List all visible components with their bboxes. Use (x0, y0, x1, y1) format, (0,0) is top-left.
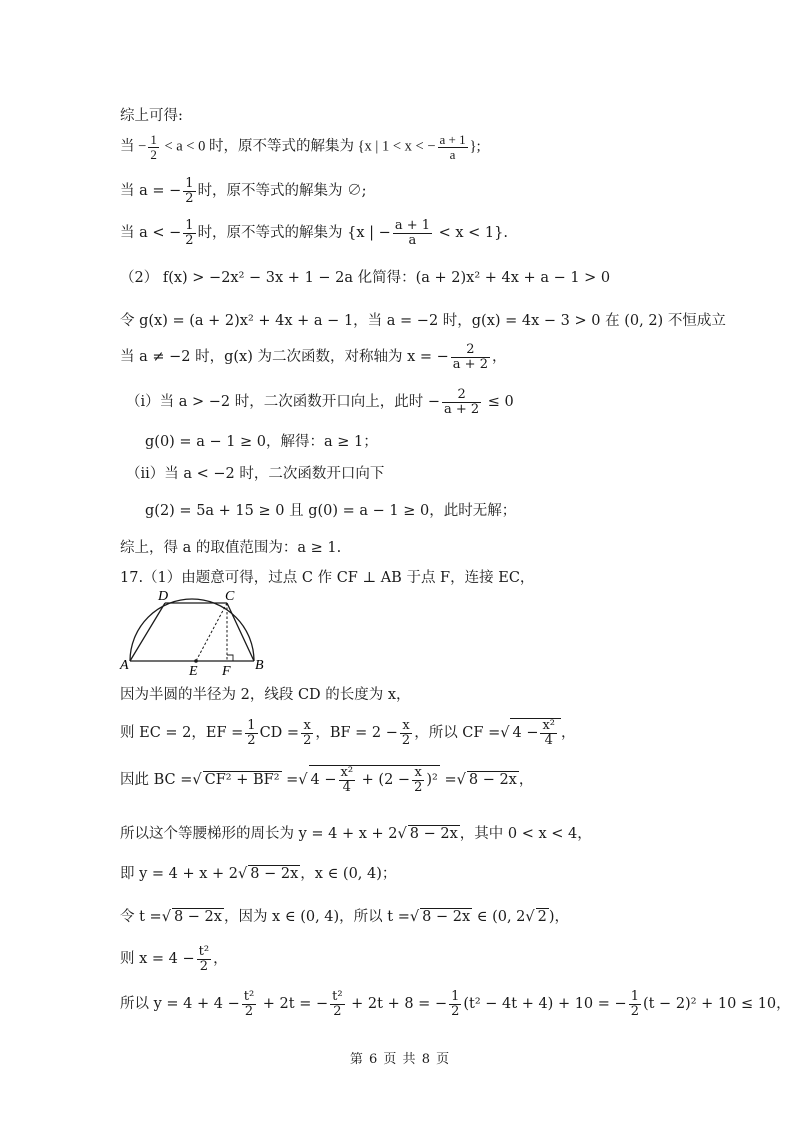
cf-prefix: ，所以 CF = (414, 725, 501, 742)
case3-middle: 时，原不等式的解集为 {x | − (197, 225, 391, 242)
cf-suffix: ， (561, 725, 576, 742)
x-prefix: 则 x = 4 − (120, 951, 195, 968)
sqrt-icon: √ (409, 909, 420, 925)
define-g: 令 g(x) = (a + 2)x² + 4x + a − 1，当 a = −2 时，g(x) = 4x − 3 > 0 在 (0, 2) 不恒成立 (120, 313, 726, 329)
case-line-3 (120, 219, 508, 247)
eq-1: = (281, 772, 299, 789)
fraction-1-over-2: $\frac{1}{2}$ (247, 718, 256, 748)
perimeter-domain (120, 862, 396, 883)
yq-part-d: (t² − 4t + 4) + 10 = − (463, 996, 627, 1013)
t-prefix: 令 t = (120, 909, 162, 925)
sqrt-icon: √ (397, 826, 407, 842)
bc-computation (120, 765, 533, 794)
eq-2: = (439, 772, 457, 789)
part2-simplify: （2） f(x) > −2x² − 3x + 1 − 2a 化简得：(a + 2)x² + 4x + a − 1 > 0 (120, 270, 611, 286)
fraction-2-over-a-plus-2: $\frac{2}{a + 2}$ (452, 342, 488, 372)
t-range-prefix: ∈ (0, 2 (472, 909, 526, 925)
label-c: C (225, 589, 235, 604)
subcase-i (126, 388, 514, 416)
bf-prefix: ，BF = 2 − (315, 725, 398, 742)
right-angle-mark (227, 655, 233, 661)
bc-suffix: ， (518, 772, 534, 789)
subcase-i-result: g(0) = a − 1 ≥ 0，解得：a ≥ 1； (145, 434, 378, 450)
case1-prefix: 当 − (120, 138, 147, 155)
case3-suffix: < x < 1}. (434, 225, 508, 242)
sqrt-icon: √ (192, 772, 202, 789)
yq-prefix: 所以 y = 4 + 4 − (120, 996, 240, 1013)
label-f: F (222, 664, 231, 675)
yq-part-c: + 2t + 8 = − (346, 996, 448, 1013)
yq-part-b: + 2t = − (258, 996, 329, 1013)
sqrt-radicand-expanded: 4 − $\frac{\text{x²}}{4}$ + (2 − $\frac{x}{2}$ )² (310, 765, 438, 795)
segment-ec-dashed (196, 603, 227, 661)
y-suffix: ，x ∈ (0, 4)； (300, 866, 397, 882)
ec-ef-bf-cf (120, 718, 576, 747)
bc-prefix: 因此 BC = (120, 772, 193, 789)
ef-prefix: 则 EC = 2，EF = (120, 725, 244, 742)
fraction-one-half: $\frac{1}{2}$ (150, 132, 157, 162)
fraction-a-plus-1-over-a: $\frac{a + 1}{a}$ (394, 218, 431, 248)
fraction-2-over-a-plus-2: $\frac{2}{a + 2}$ (444, 387, 480, 417)
t-range-suffix: )， (548, 909, 570, 925)
subcase-i-suffix: ≤ 0 (483, 394, 514, 411)
sqrt-icon: √ (500, 725, 510, 742)
problem-17-intro: 17.（1）由题意可得，过点 C 作 CF ⊥ AB 于点 F，连接 EC， (120, 570, 535, 586)
conclusion-heading: 综上可得: (120, 108, 183, 124)
sqrt-radicand-cf: 4 − $\frac{\text{x²}}{4}$ (510, 718, 561, 747)
subcase-i-prefix: （i）当 a > −2 时，二次函数开口向上，此时 − (126, 394, 440, 411)
semicircle-trapezoid-figure (118, 585, 268, 675)
fraction-one-half: $\frac{1}{2}$ (185, 176, 194, 206)
sqrt-radicand-8-2x: 8 − 2x (422, 909, 471, 925)
sqrt-radicand-8-2x: 8 − 2x (250, 866, 299, 882)
fraction-one-half: $\frac{1}{2}$ (185, 218, 194, 248)
segment-cb (227, 603, 254, 661)
sqrt-radicand-cf-bf: CF² + BF² (204, 772, 280, 789)
subcase-ii: （ii）当 a < −2 时，二次函数开口向下 (126, 466, 385, 482)
x-suffix: ， (213, 951, 228, 968)
case1-middle: < a < 0 时，原不等式的解集为 {x | 1 < x < − (160, 138, 436, 155)
case1-suffix: }; (469, 138, 481, 155)
fraction-a-plus-1-over-a: $\frac{a + 1}{a}$ (439, 132, 466, 162)
subcase-ii-result: g(2) = 5a + 15 ≥ 0 且 g(0) = a − 1 ≥ 0，此时无解； (145, 503, 517, 519)
center-point-e (194, 659, 198, 663)
axis-prefix: 当 a ≠ −2 时，g(x) 为二次函数，对称轴为 x = − (120, 349, 449, 366)
sqrt-icon: √ (161, 909, 171, 925)
fraction-t-sq-over-2: $\frac{\text{t²}}{2}$ (332, 989, 343, 1019)
perimeter-statement (120, 822, 592, 843)
case2-prefix: 当 a = − (120, 183, 182, 200)
fraction-t-sq-over-2: $\frac{\text{t²}}{2}$ (243, 989, 255, 1019)
axis-of-symmetry (120, 343, 506, 371)
case-line-1 (120, 133, 481, 161)
fraction-t-sq-over-2: $\frac{\text{t²}}{2}$ (198, 944, 210, 974)
case2-suffix: 时，原不等式的解集为 ∅; (197, 183, 367, 200)
y-quadratic-in-t (120, 990, 791, 1018)
fraction-x-over-2: $\frac{x}{2}$ (303, 718, 312, 748)
fraction-1-over-2: $\frac{1}{2}$ (630, 989, 639, 1019)
t-middle: ，因为 x ∈ (0, 4)，所以 t = (223, 909, 410, 925)
sqrt-icon: √ (298, 772, 308, 789)
fraction-x-over-2: $\frac{x}{2}$ (401, 718, 411, 748)
case-line-2 (120, 177, 367, 205)
label-d: D (158, 589, 169, 604)
sqrt-radicand-2: 2 (537, 909, 547, 925)
y-prefix: 即 y = 4 + x + 2 (120, 866, 239, 882)
substitution-t (120, 905, 569, 926)
label-b: B (255, 658, 264, 673)
axis-suffix: ， (491, 349, 507, 366)
perimeter-prefix: 所以这个等腰梯形的周长为 y = 4 + x + 2 (120, 826, 398, 842)
perimeter-suffix: ，其中 0 < x < 4， (459, 826, 592, 842)
sqrt-icon: √ (238, 866, 248, 882)
cd-eq: CD = (259, 725, 300, 742)
range-conclusion: 综上，得 a 的取值范围为：a ≥ 1. (120, 540, 342, 556)
sqrt-radicand-8-2x: 8 − 2x (173, 909, 222, 925)
label-a: A (120, 658, 129, 673)
sqrt-radicand-8-2x: 8 − 2x (409, 826, 458, 842)
label-e: E (189, 664, 198, 675)
sqrt-radicand-8-2x: 8 − 2x (468, 772, 517, 789)
page-footer: 第 6 页 共 8 页 (349, 1052, 451, 1067)
fraction-1-over-2: $\frac{1}{2}$ (451, 989, 460, 1019)
segment-ad (130, 603, 165, 661)
sqrt-icon: √ (525, 909, 535, 925)
case3-prefix: 当 a < − (120, 225, 182, 242)
yq-part-e: (t − 2)² + 10 ≤ 10， (642, 996, 791, 1013)
sqrt-icon: √ (456, 772, 466, 789)
radius-statement: 因为半圆的半径为 2，线段 CD 的长度为 x， (120, 687, 411, 703)
x-in-terms-of-t (120, 945, 228, 973)
